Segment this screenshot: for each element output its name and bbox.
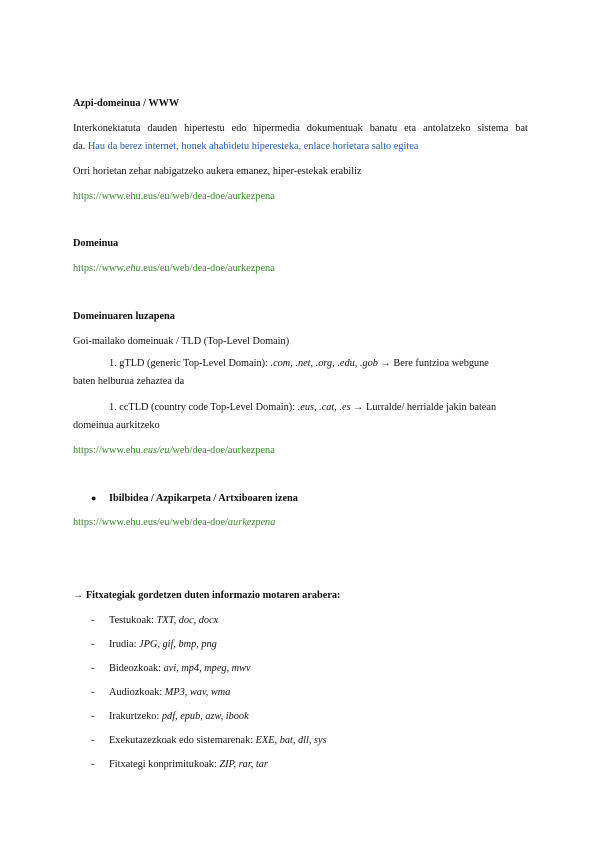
file-type-extensions: MP3, wav, wma xyxy=(164,687,231,698)
url-extension-highlight: eus/eu/ xyxy=(143,445,173,456)
heading-subdomain: Azpi-domeinua / WWW xyxy=(73,98,180,109)
word: bat xyxy=(515,123,528,134)
list-dash: - xyxy=(91,735,95,746)
example-url-2[interactable] xyxy=(73,262,275,275)
list-dash: - xyxy=(91,759,95,770)
list-item-cctld xyxy=(109,401,496,414)
file-type-label: Irakurtzeko: xyxy=(109,711,162,722)
url-domain-highlight: ehu xyxy=(125,263,141,274)
list-dash: - xyxy=(91,615,95,626)
gtld-description: → Bere funtzioa webgune xyxy=(377,358,489,369)
file-type-extensions: TXT, doc, docx xyxy=(156,615,219,626)
word: dokumentuak xyxy=(306,123,363,134)
list-item-gtld xyxy=(109,357,489,370)
file-type-label: Irudia: xyxy=(109,639,140,650)
paragraph-definition-line2 xyxy=(73,140,418,153)
example-url-4[interactable] xyxy=(73,516,275,529)
url-path-highlight: aurkezpena xyxy=(227,517,276,528)
heading-domain-extension: Domeinuaren luzapena xyxy=(73,311,175,322)
url-part: .eus/eu/web/dea-doe/aurkezpena xyxy=(140,263,275,274)
word: eta xyxy=(404,123,417,134)
list-dash: - xyxy=(91,663,95,674)
word: Interkonektatuta xyxy=(73,123,141,134)
word: banatu xyxy=(369,123,398,134)
heading-path: Ibilbidea / Azpikarpeta / Artxiboaren izena xyxy=(109,493,298,504)
cctld-extensions: .eus, .cat, .es xyxy=(297,402,351,413)
word: hipertestu xyxy=(184,123,225,134)
file-type-extensions: ZIP, rar, tar xyxy=(219,759,268,770)
url-part: web/dea-doe/aurkezpena xyxy=(172,445,275,456)
example-url-1[interactable]: https://www.ehu.eus/eu/web/dea-doe/aurkezpena xyxy=(73,191,275,202)
file-type-reading xyxy=(109,710,249,723)
file-type-image xyxy=(109,638,217,651)
example-url-3[interactable] xyxy=(73,444,275,457)
file-type-extensions: avi, mp4, mpeg, mwv xyxy=(163,663,251,674)
word: edo xyxy=(231,123,247,134)
paragraph-end: da. xyxy=(73,141,86,152)
file-type-audio xyxy=(109,686,230,699)
file-type-extensions: JPG, gif, bmp, png xyxy=(139,639,217,650)
tld-intro: Goi-mailako domeinuak / TLD (Top-Level Domain) xyxy=(73,336,290,347)
word: dauden xyxy=(147,123,178,134)
gtld-label: 1. gTLD (generic Top-Level Domain): xyxy=(109,358,271,369)
list-dash: - xyxy=(91,711,95,722)
word: sistema xyxy=(477,123,509,134)
file-type-text xyxy=(109,614,218,627)
url-part: https://www.ehu. xyxy=(73,445,144,456)
file-type-label: Bideozkoak: xyxy=(109,663,164,674)
list-item-gtld-cont: baten helburua zehaztea da xyxy=(73,376,185,387)
file-type-label: Testukoak: xyxy=(109,615,157,626)
paragraph-definition-line1 xyxy=(73,122,528,135)
file-type-compressed xyxy=(109,758,268,771)
word: hipermedia xyxy=(253,123,300,134)
heading-domain: Domeinua xyxy=(73,238,119,249)
explanation-link[interactable]: Hau da berez internet, honek ahabidetu hiperesteka, enlace horietara salto egitea xyxy=(87,141,419,152)
list-dash: - xyxy=(91,639,95,650)
bullet-icon: ● xyxy=(91,493,97,503)
cctld-label: 1. ccTLD (country code Top-Level Domain): xyxy=(109,402,298,413)
url-part: https://www. xyxy=(73,263,126,274)
paragraph-navigation: Orri horietan zehar nabigatzeko aukera emanez, hiper-estekak erabiliz xyxy=(73,166,362,177)
cctld-description: → Lurralde/ herrialde jakin batean xyxy=(350,402,497,413)
url-part: https://www.ehu.eus/eu/web/dea-doe/ xyxy=(73,517,228,528)
file-type-label: Audiozkoak: xyxy=(109,687,165,698)
file-type-executable xyxy=(109,734,327,747)
file-type-extensions: EXE, bat, dll, sys xyxy=(255,735,327,746)
gtld-extensions: .com, .net, .org, .edu, .gob xyxy=(270,358,378,369)
file-type-label: Exekutazezkoak edo sistemarenak: xyxy=(109,735,256,746)
list-item-cctld-cont: domeinua aurkitzeko xyxy=(73,420,160,431)
file-type-video xyxy=(109,662,251,675)
word: antolatzeko xyxy=(423,123,471,134)
list-dash: - xyxy=(91,687,95,698)
file-type-label: Fitxategi konprimitukoak: xyxy=(109,759,220,770)
heading-file-types: → Fitxategiak gordetzen duten informazio motaren arabera: xyxy=(73,590,341,601)
file-type-extensions: pdf, epub, azw, ibook xyxy=(161,711,249,722)
